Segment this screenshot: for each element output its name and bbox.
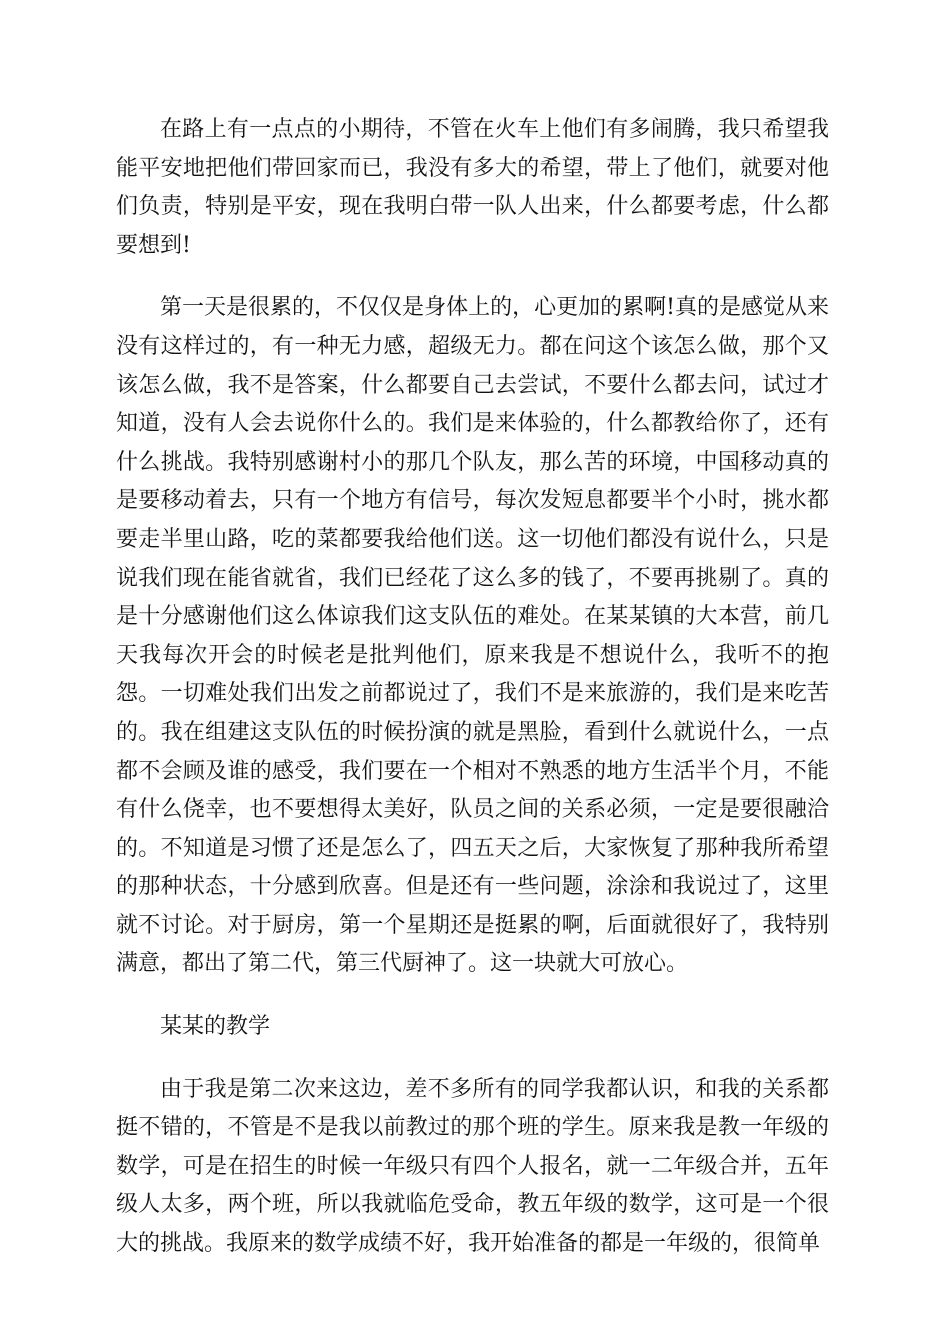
section-heading-teaching: 某某的教学 — [160, 1014, 271, 1040]
document-body — [116, 111, 829, 1288]
paragraph-teaching: 由于我是第二次来这边，差不多所有的同学我都认识，和我的关系都挺不错的，不管是不是我以前教过的那个班的学生。原来我是教一年级的数学，可是在招生的时候一年级只有四个人报名，就一二年级合并，五年级人太多，两个班，所以我就临危受命，教五年级的数学，这可是一个很大的挑战。我原来的数学成绩不好，我开始准备的都是一年级的，很简单 — [116, 1076, 829, 1257]
paragraph-first-day: 第一天是很累的，不仅仅是身体上的，心更加的累啊!真的是感觉从来没有这样过的，有一种无力感，超级无力。都在问这个该怎么做，那个又该怎么做，我不是答案，什么都要自己去尝试，不要什么都去问，试过才知道，没有人会去说你什么的。我们是来体验的，什么都教给你了，还有什么挑战。我特别感谢村小的那几个队友，那么苦的环境，中国移动真的是要移动着去，只有一个地方有信号，每次发短息都要半个小时，挑水都要走半里山路，吃的菜都要我给他们送。这一切他们都没有说什么，只是说我们现在能省就省，我们已经花了这么多的钱了，不要再挑剔了。真的是十分感谢他们这么体谅我们这支队伍的难处。在某某镇的大本营，前几天我每次开会的时候老是批判他们，原来我是不想说什么，我听不的抱怨。一切难处我们出发之前都说过了，我们不是来旅游的，我们是来吃苦的。我在组建这支队伍的时候扮演的就是黑脸，看到什么就说什么，一点都不会顾及谁的感受，我们要在一个相对不熟悉的地方生活半个月，不能有什么侥幸，也不要想得太美好，队员之间的关系必须，一定是要很融洽的。不知道是习惯了还是怎么了，四五天之后，大家恢复了那种我所希望的那种状态，十分感到欣喜。但是还有一些问题，涂涂和我说过了，这里就不讨论。对于厨房，第一个星期还是挺累的啊，后面就很好了，我特别满意，都出了第二代，第三代厨神了。这一块就大可放心。 — [116, 295, 829, 977]
paragraph-journey-expectation: 在路上有一点点的小期待，不管在火车上他们有多闹腾，我只希望我能平安地把他们带回家而已，我没有多大的希望，带上了他们，就要对他们负责，特别是平安，现在我明白带一队人出来，什么都要考虑，什么都要想到! — [116, 117, 829, 258]
